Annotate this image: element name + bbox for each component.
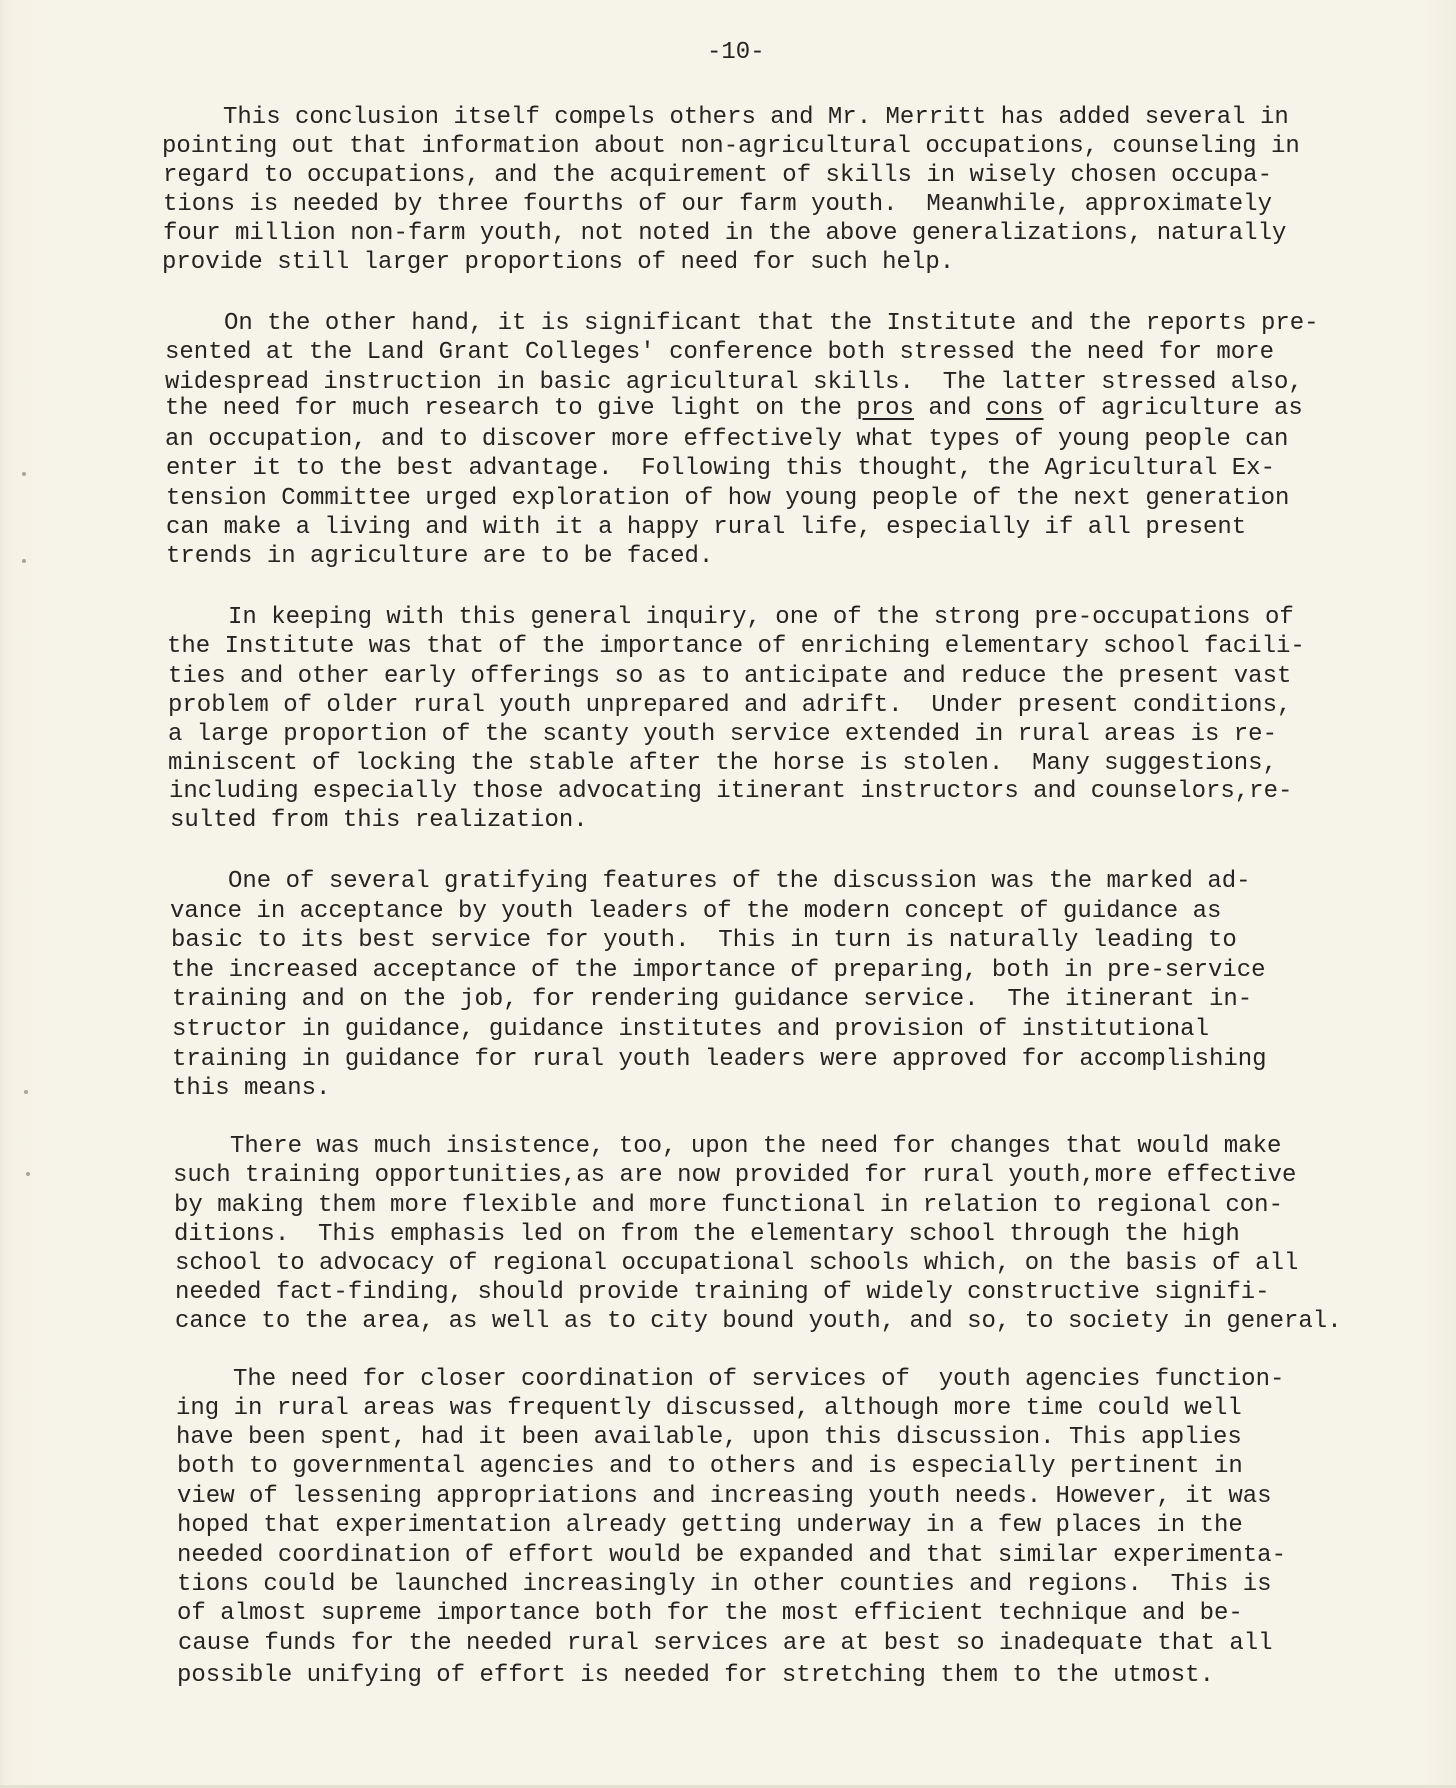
text-line: needed fact-finding, should provide training of widely constructive signifi- [175, 1279, 1270, 1306]
stray-mark [22, 472, 26, 476]
text-line: sented at the Land Grant Colleges' conference both stressed the need for more [165, 339, 1274, 366]
text-line: the Institute was that of the importance of enriching elementary school facili- [167, 633, 1305, 660]
stray-mark [24, 1090, 28, 1094]
text-line: ing in rural areas was frequently discussed, although more time could well [176, 1395, 1242, 1422]
text-line: of almost supreme importance both for the most efficient technique and be- [177, 1600, 1243, 1627]
text-line: sulted from this realization. [170, 807, 588, 834]
text-line: a large proportion of the scanty youth service extended in rural areas is re- [168, 721, 1277, 748]
text-line: There was much insistence, too, upon the need for changes that would make [230, 1133, 1282, 1160]
text-line: regard to occupations, and the acquirement of skills in wisely chosen occupa- [163, 162, 1272, 189]
text-line: This conclusion itself compels others and Mr. Merritt has added several in [223, 104, 1289, 131]
text-line: training and on the job, for rendering guidance service. The itinerant in- [172, 986, 1253, 1013]
text-line: widespread instruction in basic agricultural skills. The latter stressed also, [165, 369, 1303, 396]
text-line: The need for closer coordination of services of youth agencies function- [233, 1366, 1285, 1393]
text-line: this means. [172, 1075, 331, 1102]
text-line: cance to the area, as well as to city bound youth, and so, to society in general. [175, 1308, 1342, 1335]
text-line: cause funds for the needed rural services are at best so inadequate that all [178, 1630, 1273, 1657]
text-line-underlined [165, 394, 1303, 423]
text-line: the increased acceptance of the importance of preparing, both in pre-service [171, 957, 1266, 984]
text-segment: of agriculture as [1043, 395, 1303, 422]
text-line: ties and other early offerings so as to anticipate and reduce the present vast [168, 663, 1292, 690]
text-segment: and [913, 395, 986, 422]
text-line: view of lessening appropriations and increasing youth needs. However, it was [177, 1483, 1272, 1510]
text-line: hoped that experimentation already getting underway in a few places in the [177, 1512, 1243, 1539]
stray-mark [22, 559, 26, 563]
text-line: basic to its best service for youth. This in turn is naturally leading to [171, 927, 1237, 954]
underlined-word-pros: pros [856, 395, 914, 422]
text-line: needed coordination of effort would be expanded and that similar experimenta- [177, 1542, 1286, 1569]
text-line: vance in acceptance by youth leaders of the modern concept of guidance as [170, 898, 1222, 925]
text-line: can make a living and with it a happy rural life, especially if all present [166, 514, 1247, 541]
text-line: four million non-farm youth, not noted in the above generalizations, naturally [163, 220, 1287, 247]
text-line: pointing out that information about non-agricultural occupations, counseling in [162, 133, 1300, 160]
underlined-word-cons: cons [985, 395, 1044, 422]
stray-mark [26, 1172, 30, 1176]
text-line: both to governmental agencies and to others and is especially pertinent in [177, 1453, 1243, 1480]
text-line: tions could be launched increasingly in other counties and regions. This is [177, 1571, 1272, 1598]
text-line: structor in guidance, guidance institutes and provision of institutional [172, 1016, 1209, 1043]
text-line: tions is needed by three fourths of our farm youth. Meanwhile, approximately [163, 191, 1272, 218]
text-line: trends in agriculture are to be faced. [166, 543, 714, 570]
text-line: One of several gratifying features of the discussion was the marked ad- [228, 868, 1251, 895]
text-line: ditions. This emphasis led on from the elementary school through the high [174, 1221, 1240, 1248]
text-line: In keeping with this general inquiry, one of the strong pre-occupations of [228, 604, 1294, 631]
text-line: provide still larger proportions of need for such help. [162, 249, 955, 276]
text-line: miniscent of locking the stable after the horse is stolen. Many suggestions, [168, 750, 1277, 777]
text-line: such training opportunities,as are now provided for rural youth,more effective [173, 1162, 1297, 1189]
text-line: problem of older rural youth unprepared and adrift. Under present conditions, [168, 692, 1292, 719]
text-line: enter it to the best advantage. Following this thought, the Agricultural Ex- [166, 455, 1275, 482]
text-line: possible unifying of effort is needed for stretching them to the utmost. [177, 1662, 1214, 1689]
text-line: including especially those advocating itinerant instructors and counselors,re- [169, 778, 1293, 805]
text-line: tension Committee urged exploration of how young people of the next generation [166, 485, 1290, 512]
text-line: have been spent, had it been available, upon this discussion. This applies [176, 1424, 1242, 1451]
text-line: On the other hand, it is significant that the Institute and the reports pre- [224, 310, 1319, 337]
text-line: an occupation, and to discover more effectively what types of young people can [165, 426, 1289, 453]
page-number: -10- [707, 39, 765, 66]
text-segment: the need for much research to give light on the [165, 395, 857, 422]
text-line: by making them more flexible and more functional in relation to regional con- [174, 1192, 1283, 1219]
text-line: training in guidance for rural youth leaders were approved for accomplishing [172, 1046, 1267, 1073]
text-line: school to advocacy of regional occupational schools which, on the basis of all [175, 1250, 1299, 1277]
